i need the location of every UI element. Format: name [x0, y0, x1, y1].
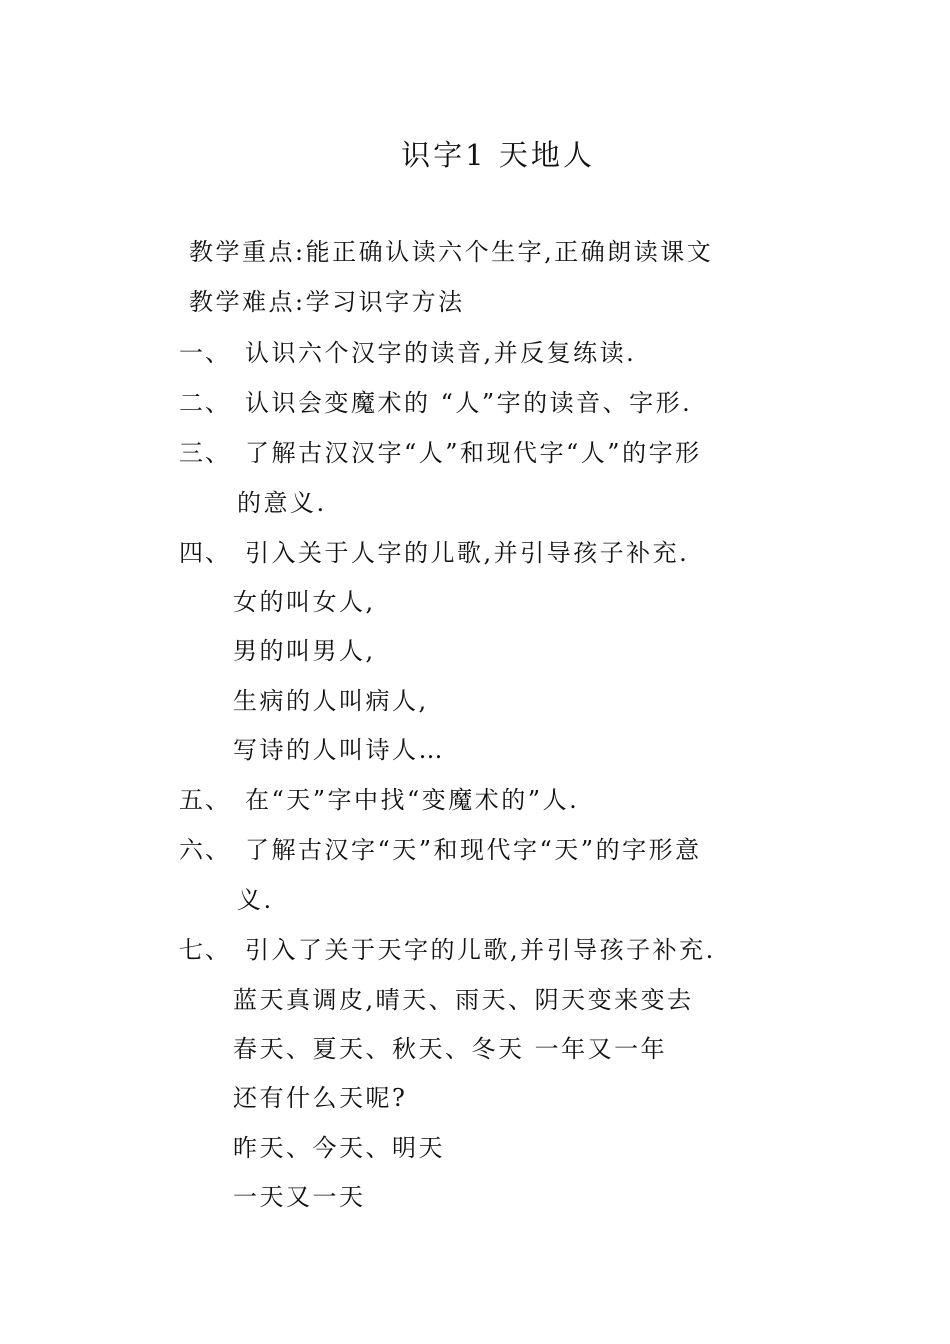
song-ren-line: 生病的人叫病人,: [233, 687, 429, 715]
step-4: [179, 537, 689, 569]
step-6: [179, 834, 702, 866]
step-3-continuation: 的意义.: [237, 489, 327, 517]
step-1: [179, 337, 636, 369]
step-number: 六、: [179, 836, 231, 864]
step-3: [179, 437, 702, 469]
song-tian-line: 还有什么天呢?: [233, 1084, 408, 1112]
teaching-difficulty: 教学难点:学习识字方法: [189, 288, 465, 316]
song-ren-line: 女的叫女人,: [233, 588, 376, 616]
song-tian-line: 蓝天真调皮,晴天、雨天、阴天变来变去: [233, 986, 694, 1014]
step-6-continuation: 义.: [237, 886, 274, 914]
step-number: 四、: [179, 539, 231, 567]
step-text: 了解古汉汉字“人”和现代字“人”的字形: [245, 439, 702, 467]
step-text: 引入了关于天字的儿歌,并引导孩子补充.: [245, 936, 716, 964]
document-title: 识字1 天地人: [401, 138, 595, 172]
step-text: 在“天”字中找“变魔术的”人.: [245, 786, 580, 814]
song-tian-line: 春天、夏天、秋天、冬天 一年又一年: [233, 1035, 668, 1063]
step-text: 了解古汉字“天”和现代字“天”的字形意: [245, 836, 702, 864]
step-text: 认识六个汉字的读音,并反复练读.: [245, 339, 637, 367]
step-text: 引入关于人字的儿歌,并引导孩子补充.: [245, 539, 690, 567]
step-number: 三、: [179, 439, 231, 467]
step-5: [179, 784, 579, 816]
step-number: 七、: [179, 936, 231, 964]
song-tian-line: 昨天、今天、明天: [233, 1134, 445, 1162]
step-number: 五、: [179, 786, 231, 814]
step-number: 一、: [179, 339, 231, 367]
song-ren-line: 写诗的人叫诗人…: [233, 736, 445, 764]
song-ren-line: 男的叫男人,: [233, 637, 376, 665]
step-7: [179, 934, 716, 966]
step-number: 二、: [179, 389, 231, 417]
song-tian-line: 一天又一天: [233, 1183, 366, 1211]
teaching-focus: 教学重点:能正确认读六个生字,正确朗读课文: [189, 238, 714, 266]
step-2: [179, 387, 692, 419]
step-text: 认识会变魔术的 “人”字的读音、字形.: [245, 389, 693, 417]
